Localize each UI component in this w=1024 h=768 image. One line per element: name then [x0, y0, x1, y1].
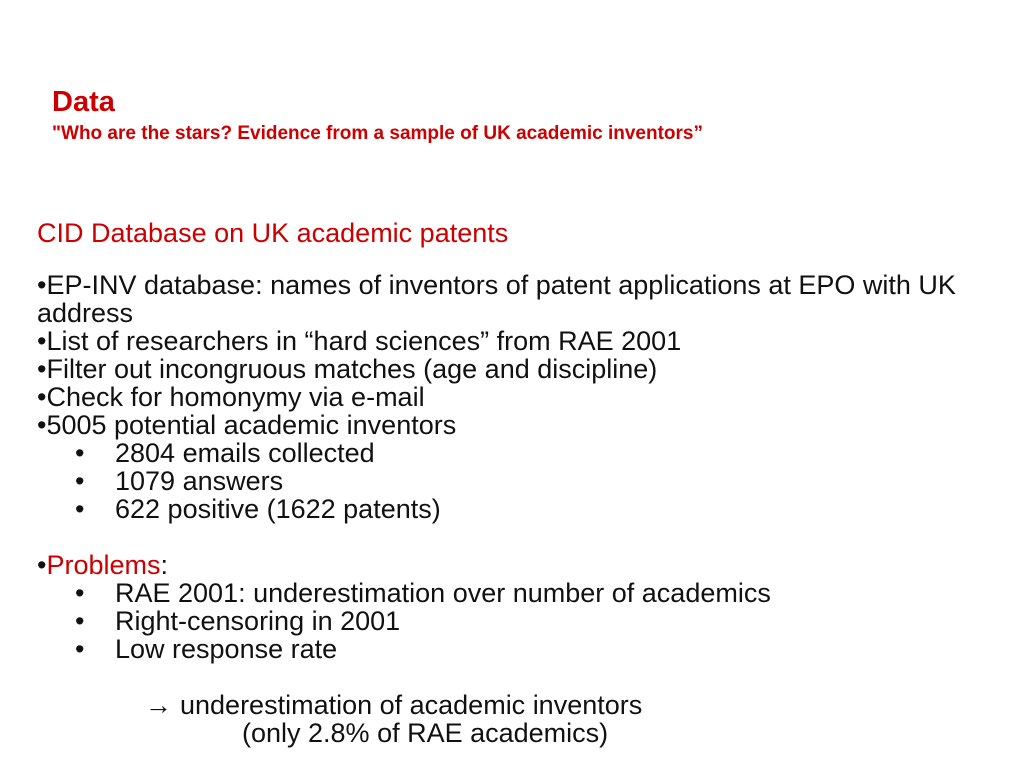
bullet-item [37, 271, 1007, 327]
bullet-text: Check for homonymy via e-mail [46, 382, 425, 412]
bullet-marker: • [37, 354, 47, 384]
problems-heading [37, 551, 1007, 579]
bullet-marker: • [37, 270, 47, 300]
problem-text: Right-censoring in 2001 [115, 606, 401, 636]
bullet-text: EP-INV database: names of inventors of patent applications at EPO with UK address [37, 270, 956, 328]
slide-title: Data [52, 86, 115, 118]
problems-colon: : [160, 550, 169, 580]
slide-subtitle: "Who are the stars? Evidence from a sample of UK academic inventors” [52, 123, 703, 144]
bullet-marker: • [37, 410, 47, 440]
problem-item [37, 579, 1007, 607]
sub-bullet-marker: • [75, 634, 85, 664]
sub-bullet-item [37, 467, 1007, 495]
arrow-right-icon: → [145, 690, 172, 720]
problem-text: RAE 2001: underestimation over number of academics [115, 578, 771, 608]
problem-item [37, 635, 1007, 663]
sub-bullet-text: 1079 answers [115, 466, 284, 496]
bullet-text: 5005 potential academic inventors [46, 410, 457, 440]
spacer [37, 523, 1007, 551]
spacer [37, 663, 1007, 691]
conclusion-text: underestimation of academic inventors [180, 690, 643, 720]
sub-bullet-marker: • [75, 578, 85, 608]
problem-text: Low response rate [115, 634, 338, 664]
bullet-item [37, 327, 1007, 355]
sub-bullet-marker: • [75, 606, 85, 636]
sub-bullet-item [37, 439, 1007, 467]
bullet-marker: • [37, 550, 47, 580]
sub-bullet-marker: • [75, 466, 85, 496]
sub-bullet-text: 2804 emails collected [115, 438, 375, 468]
bullet-marker: • [37, 326, 47, 356]
conclusion-line [37, 691, 1007, 719]
bullet-item [37, 383, 1007, 411]
bullet-item [37, 411, 1007, 439]
sub-bullet-text: 622 positive (1622 patents) [115, 494, 441, 524]
bullet-item [37, 355, 1007, 383]
problem-item [37, 607, 1007, 635]
bullet-text: Filter out incongruous matches (age and discipline) [46, 354, 658, 384]
section-heading: CID Database on UK academic patents [37, 218, 509, 248]
sub-bullet-marker: • [75, 494, 85, 524]
slide-body [37, 271, 1007, 747]
sub-bullet-marker: • [75, 438, 85, 468]
bullet-text: List of researchers in “hard sciences” from RAE 2001 [46, 326, 682, 356]
sub-bullet-item [37, 495, 1007, 523]
conclusion-note: (only 2.8% of RAE academics) [242, 718, 609, 748]
bullet-marker: • [37, 382, 47, 412]
problems-label: Problems [46, 550, 161, 580]
